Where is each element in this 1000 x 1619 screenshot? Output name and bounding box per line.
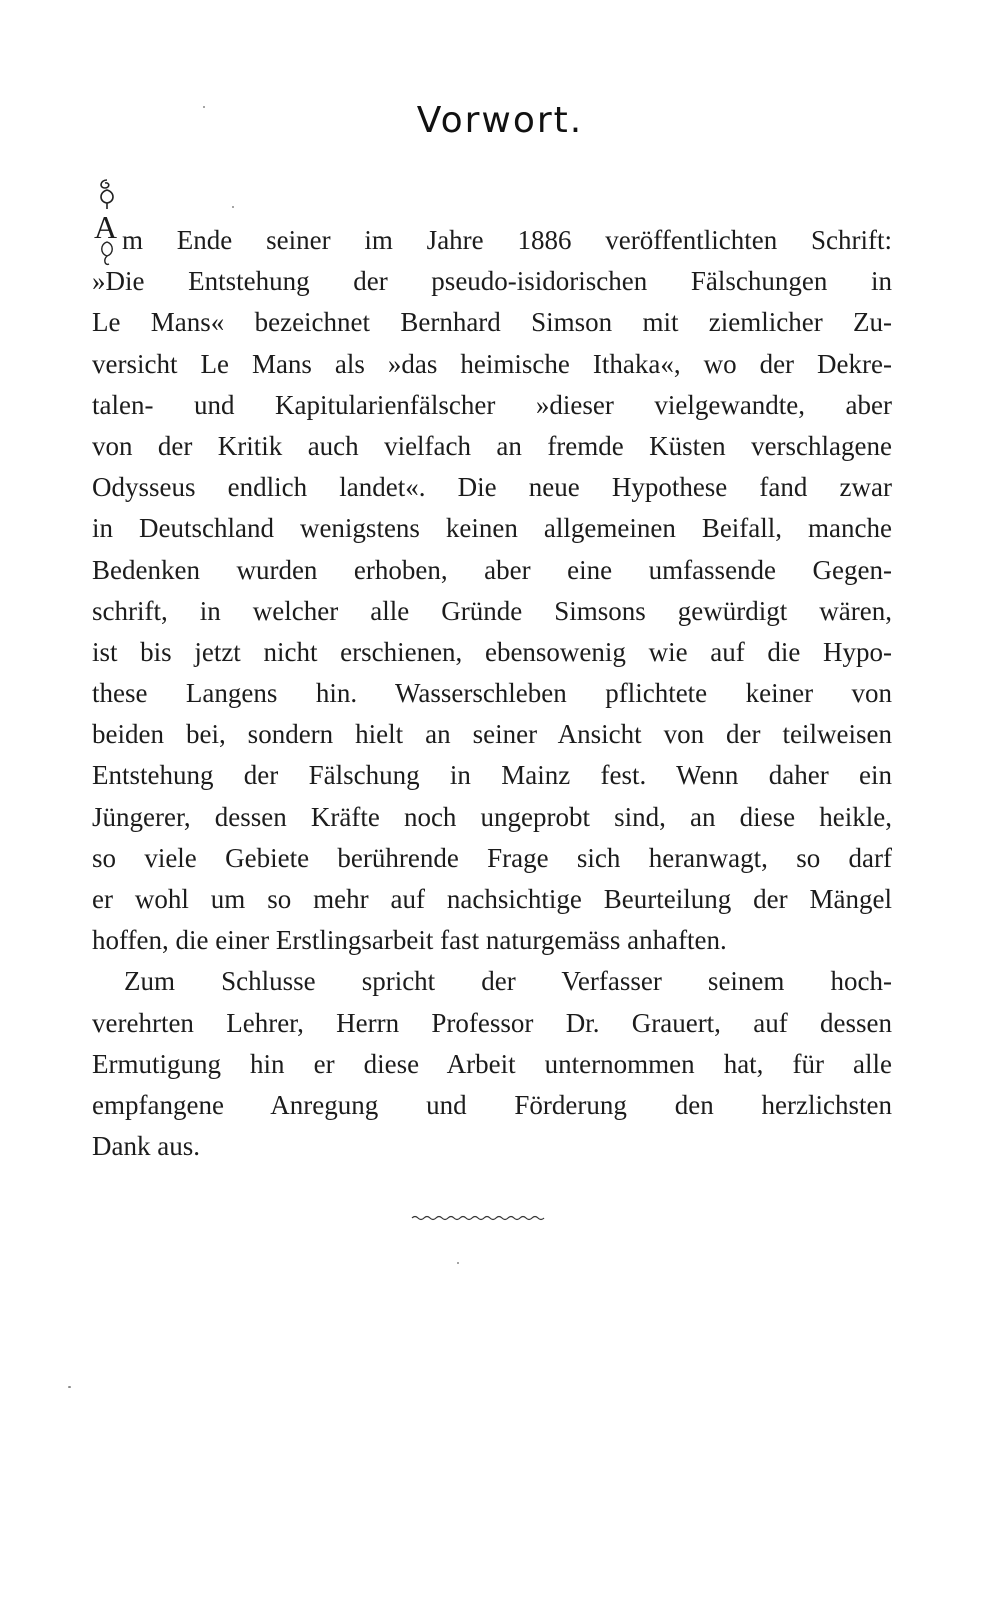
paper-speck [68, 1386, 71, 1388]
text-line: verehrten Lehrer, Herrn Professor Dr. Grauert, auf dessen [92, 1007, 892, 1038]
text-line: talen- und Kapitularienfälscher »dieser vielgewandte, aber [92, 389, 892, 420]
text-line: Jüngerer, dessen Kräfte noch ungeprobt sind, an diese heikle, [92, 801, 892, 832]
text-line: von der Kritik auch vielfach an fremde Küsten verschlagene [92, 430, 892, 461]
preface-text [92, 220, 892, 1167]
paper-speck [203, 106, 205, 108]
text-line: empfangene Anregung und Förderung den herzlichsten [92, 1089, 892, 1120]
text-line: in Deutschland wenigstens keinen allgemeinen Beifall, manche [92, 513, 892, 544]
text-line: Zum Schlusse spricht der Verfasser seinem hoch- [124, 966, 892, 997]
text-line: Dank aus. [92, 1131, 200, 1162]
text-line: these Langens hin. Wasserschleben pflichtete keiner von [92, 678, 892, 709]
paper-speck [457, 1262, 459, 1264]
closing-ornament [400, 1212, 560, 1222]
text-line: er wohl um so mehr auf nachsichtige Beurteilung der Mängel [92, 884, 892, 914]
page-title: Vorwort. [416, 100, 584, 141]
text-line: m Ende seiner im Jahre 1886 veröffentlichten Schrift: [122, 225, 892, 255]
text-line: schrift, in welcher alle Gründe Simsons gewürdigt wären, [92, 595, 892, 626]
text-line: Bedenken wurden erhoben, aber eine umfassende Gegen- [92, 554, 892, 585]
text-line: Ermutigung hin er diese Arbeit unternommen hat, für alle [92, 1048, 892, 1079]
text-line: versicht Le Mans als »das heimische Ithaka«, wo der Dekre- [92, 348, 892, 379]
text-line: beiden bei, sondern hielt an seiner Ansicht von der teilweisen [92, 719, 892, 750]
text-line: ist bis jetzt nicht erschienen, ebensowenig wie auf die Hypo- [92, 636, 892, 667]
text-line: Odysseus endlich landet«. Die neue Hypothese fand zwar [92, 472, 892, 503]
text-line: »Die Entstehung der pseudo-isidorischen Fälschungen in [92, 266, 892, 297]
paper-speck [232, 206, 234, 208]
initial-letter: A [94, 209, 118, 245]
text-line: Le Mans« bezeichnet Bernhard Simson mit ziemlicher Zu- [92, 307, 892, 338]
text-line: so viele Gebiete berührende Frage sich heranwagt, so darf [92, 842, 892, 873]
text-line: Entstehung der Fälschung in Mainz fest. Wenn daher ein [92, 760, 892, 791]
text-line: hoffen, die einer Erstlingsarbeit fast naturgemäss anhaften. [92, 925, 727, 956]
